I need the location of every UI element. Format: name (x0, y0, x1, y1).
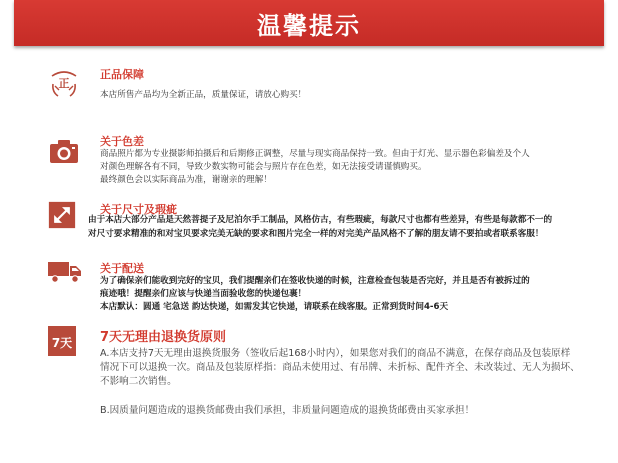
section-body-genuine: 本店所售产品均为全新正品，质量保证，请放心购买！ (100, 90, 307, 100)
section-genuine (48, 66, 608, 106)
truck-icon (48, 260, 82, 284)
section-body-size: 由于本店大部分产品是天然菩提子及尼泊尔手工制品，风格仿古，有些瑕疵，每款尺寸也都有些差异，有些是每款都不一的 对尺寸要求精准的和对宝贝要求完美无缺的要求和图片完全一样的对完美产品风格不了解的朋友请不要拍或者联系客服！ (88, 215, 553, 239)
svg-text:正: 正 (58, 77, 70, 90)
section-body-color: 商品照片都为专业摄影师拍摄后和后期修正调整，尽量与现实商品保持一致。但由于灯光、显示器色彩偏差及个人 对颜色理解各有不同，导致少数实物可能会与照片存在色差，如无法接受请谨慎购买。 最终颜色会以实际商品为准，谢谢亲的理解！ (100, 149, 530, 185)
section-body-delivery: 为了确保亲们能收到完好的宝贝，我们提醒亲们在签收快递的时候，注意检查包装是否完好，并且是否有被拆过的 痕迹哦！提醒亲们应该与快递当面验收您的快递包裹！ 本店默认：圆通 宅急送 韵达快递，如需发其它快递，请联系在线客服。正常到货时间4-6天 (100, 276, 530, 312)
section-body-returns-a: A.本店支持7天无理由退换货服务（签收后起168小时内），如果您对我们的商品不满意，在保存商品及包装原样 情况下可以退换一次。商品及包装原样指：商品未使用过、有吊牌、未折标、配件齐全、未改装过、无人为损坏、 不影响二次销售。 (100, 348, 580, 387)
section-title-returns: 7天无理由退换货原则 (100, 330, 227, 345)
svg-text:7天: 7天 (51, 336, 73, 350)
section-size (48, 201, 608, 251)
header-banner (14, 0, 604, 46)
banner-title: 温馨提示 (257, 11, 361, 40)
section-returns (48, 326, 608, 426)
camera-icon (48, 135, 80, 167)
seven-day-icon (48, 326, 76, 356)
genuine-product-icon (48, 66, 80, 98)
section-body-returns-b: B.因质量问题造成的退换货邮费由我们承担，非质量问题造成的退换货邮费由买家承担！ (100, 405, 475, 416)
section-title-color: 关于色差 (100, 135, 144, 148)
section-title-size: 关于尺寸及瑕疵 (100, 203, 177, 216)
resize-arrow-icon (48, 201, 76, 229)
section-delivery (48, 260, 608, 322)
section-title-delivery: 关于配送 (100, 262, 144, 275)
section-color (48, 133, 608, 193)
section-title-genuine: 正品保障 (100, 68, 144, 81)
